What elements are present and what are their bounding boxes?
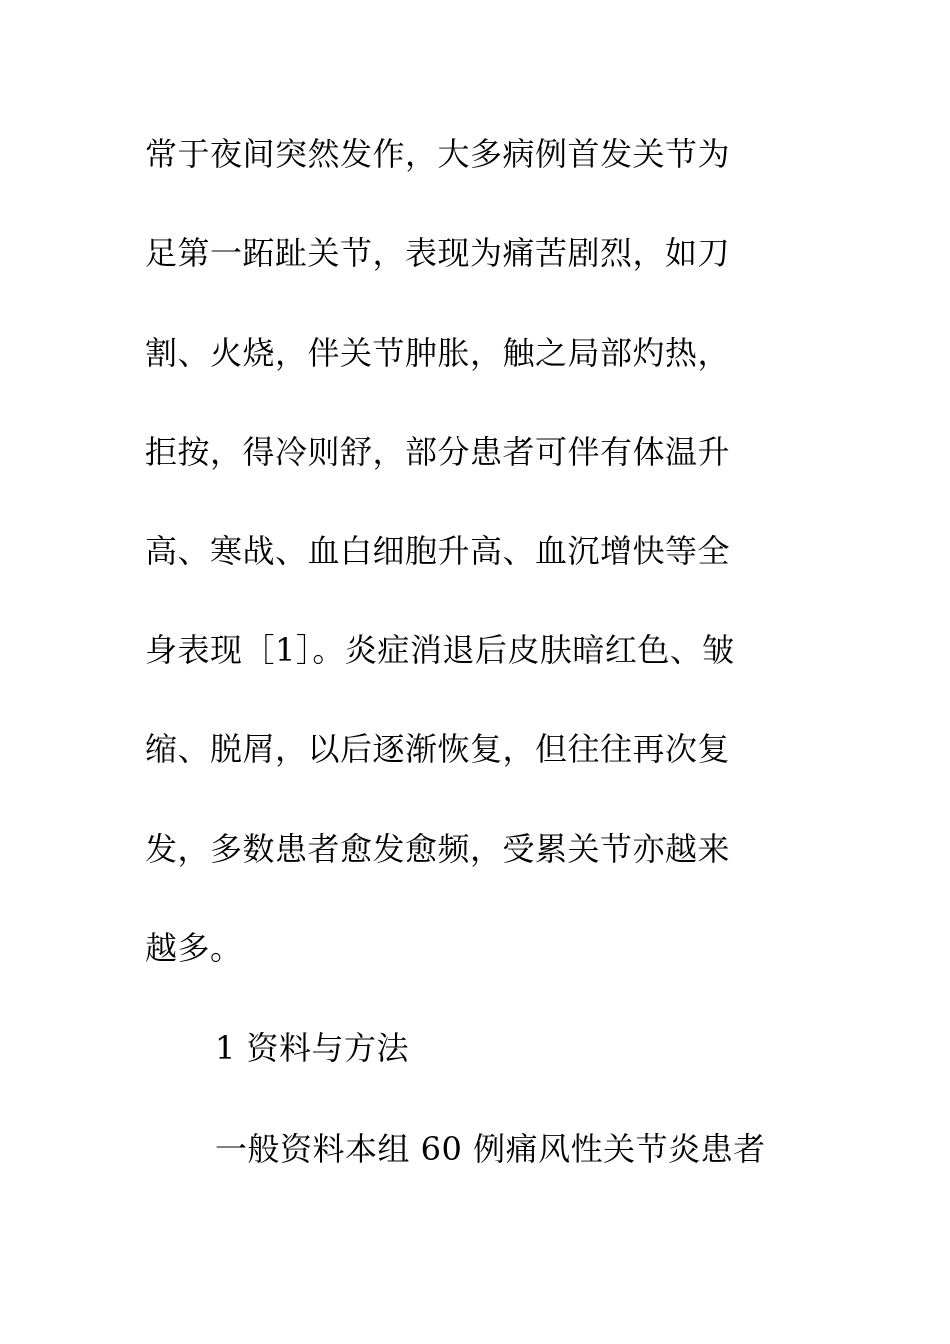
text-line: 越多。 [145,929,243,967]
paragraph-start: 一般资料本组 60 例痛风性关节炎患者 [215,1130,766,1168]
text-line: 足第一跖趾关节，表现为痛苦剧烈，如刀 [145,234,731,272]
section-heading: 1 资料与方法 [215,1029,410,1067]
text-line: 发，多数患者愈发愈频，受累关节亦越来 [145,830,731,868]
text-line: 割、火烧，伴关节肿胀，触之局部灼热， [145,334,731,372]
text-line: 常于夜间突然发作，大多病例首发关节为 [145,135,731,173]
text-line: 身表现［1］。炎症消退后皮肤暗红色、皱 [145,631,735,669]
text-line: 缩、脱屑，以后逐渐恢复，但往往再次复 [145,730,731,768]
text-line: 高、寒战、血白细胞升高、血沉增快等全 [145,532,731,570]
text-line: 拒按，得冷则舒，部分患者可伴有体温升 [145,433,731,471]
